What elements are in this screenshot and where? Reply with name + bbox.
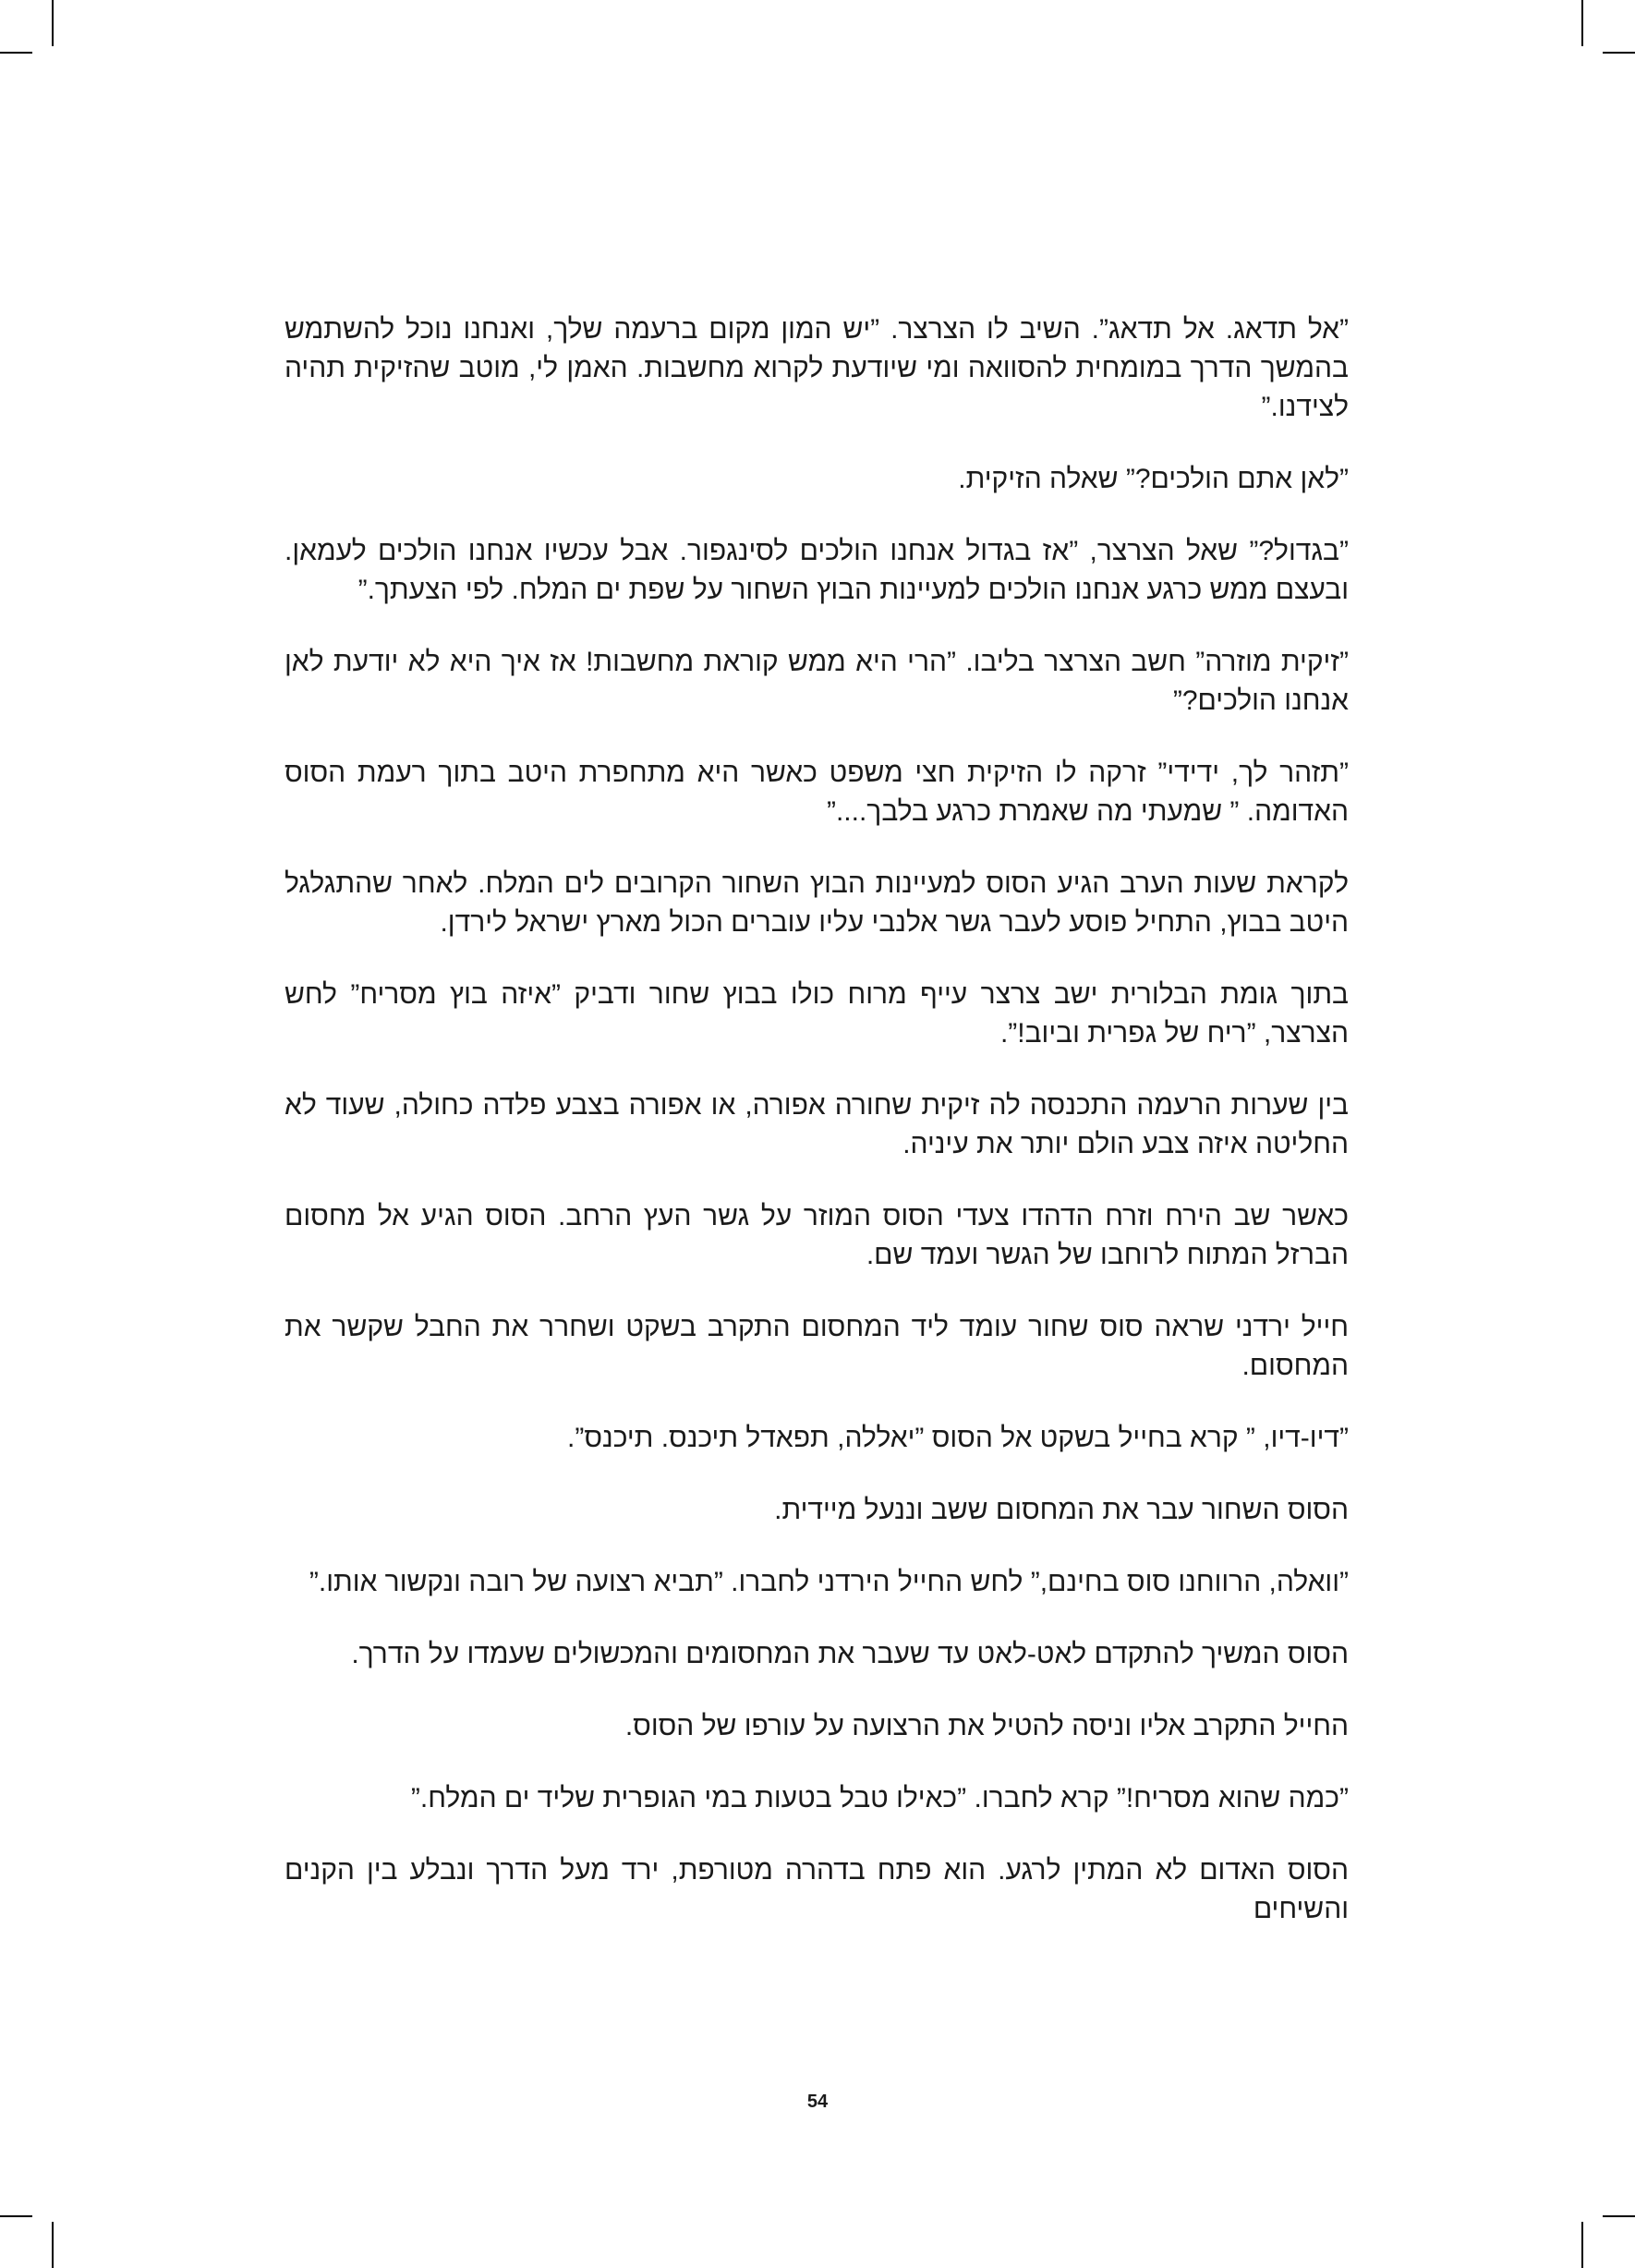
crop-mark <box>52 2222 54 2268</box>
paragraph: ”אל תדאג. אל תדאג”. השיב לו הצרצר. ”יש המון מקום ברעמה שלך, ואנחנו נוכל להשתמש בהמשך הדרך במומחית להסוואה ומי שיודעת לקרוא מחשבות. האמן לי, מוטב שהזיקית תהיה לצידנו.” <box>285 314 1349 422</box>
paragraph: בתוך גומת הבלורית ישב צרצר עייף מרוח כולו בבוץ שחור ודביק ”איזה בוץ מסריח” לחש הצרצר, ”ריח של גפרית וביוב!”. <box>285 979 1349 1049</box>
paragraph: החייל התקרב אליו וניסה להטיל את הרצועה על עורפו של הסוס. <box>624 1711 1349 1741</box>
paragraph: ”כמה שהוא מסריח!” קרא לחברו. ”כאילו טבל בטעות במי הגופרית שליד ים המלח.” <box>410 1783 1349 1813</box>
crop-mark <box>0 52 32 54</box>
paragraph: הסוס המשיך להתקדם לאט-לאט עד שעבר את המחסומים והמכשולים שעמדו על הדרך. <box>351 1639 1349 1669</box>
crop-mark <box>1603 2215 1635 2217</box>
page-body <box>285 310 1349 1962</box>
crop-mark <box>0 2215 32 2217</box>
paragraph: ”לאן אתם הולכים?” שאלה הזיקית. <box>958 464 1349 494</box>
paragraph: כאשר שב הירח וזרח הדהדו צעדי הסוס המוזר על גשר העץ הרחב. הסוס הגיע אל מחסום הברזל המתוח לרוחבו של הגשר ועמד שם. <box>285 1201 1349 1270</box>
paragraph: ”וואלה, הרווחנו סוס בחינם,” לחש החייל הירדני לחברו. ”תביא רצועה של רובה ונקשור אותו.” <box>309 1567 1349 1597</box>
paragraph: לקראת שעות הערב הגיע הסוס למעיינות הבוץ השחור הקרובים לים המלח. לאחר שהתגלגל היטב בבוץ, התחיל פוסע לעבר גשר אלנבי עליו עוברים הכול מארץ ישראל לירדן. <box>285 868 1349 938</box>
crop-mark <box>1581 0 1583 46</box>
paragraph: בין שערות הרעמה התכנסה לה זיקית שחורה אפורה, או אפורה בצבע פלדה כחולה, שעוד לא החליטה איזה צבע הולם יותר את עיניה. <box>285 1090 1349 1159</box>
crop-mark <box>1581 2222 1583 2268</box>
paragraph: ”תזהר לך, ידידי” זרקה לו הזיקית חצי משפט כאשר היא מתחפרת היטב בתוך רעמת הסוס האדומה. ” שמעתי מה שאמרת כרגע בלבך....” <box>285 758 1349 827</box>
paragraph: חייל ירדני שראה סוס שחור עומד ליד המחסום התקרב בשקט ושחרר את החבל שקשר את המחסום. <box>285 1312 1349 1381</box>
paragraph: ”בגדול?” שאל הצרצר, ”אז בגדול אנחנו הולכים לסינגפור. אבל עכשיו אנחנו הולכים לעמאן. ובעצם ממש כרגע אנחנו הולכים למעיינות הבוץ השחור על שפת ים המלח. לפי הצעתך.” <box>285 536 1349 605</box>
paragraph: ”דיו-דיו, ” קרא בחייל בשקט אל הסוס ”יאללה, תפאדל תיכנס. תיכנס”. <box>567 1423 1349 1453</box>
page-number: 54 <box>806 2092 829 2112</box>
paragraph: הסוס האדום לא המתין לרגע. הוא פתח בדהרה מטורפת, ירד מעל הדרך ונבלע בין הקנים והשיחים <box>285 1855 1349 1924</box>
crop-mark <box>52 0 54 46</box>
paragraph: הסוס השחור עבר את המחסום ששב וננעל מיידית. <box>774 1495 1349 1525</box>
paragraph: ”זיקית מוזרה” חשב הצרצר בליבו. ”הרי היא ממש קוראת מחשבות! אז איך היא לא יודעת לאן אנחנו הולכים?” <box>285 647 1349 716</box>
crop-mark <box>1603 52 1635 54</box>
